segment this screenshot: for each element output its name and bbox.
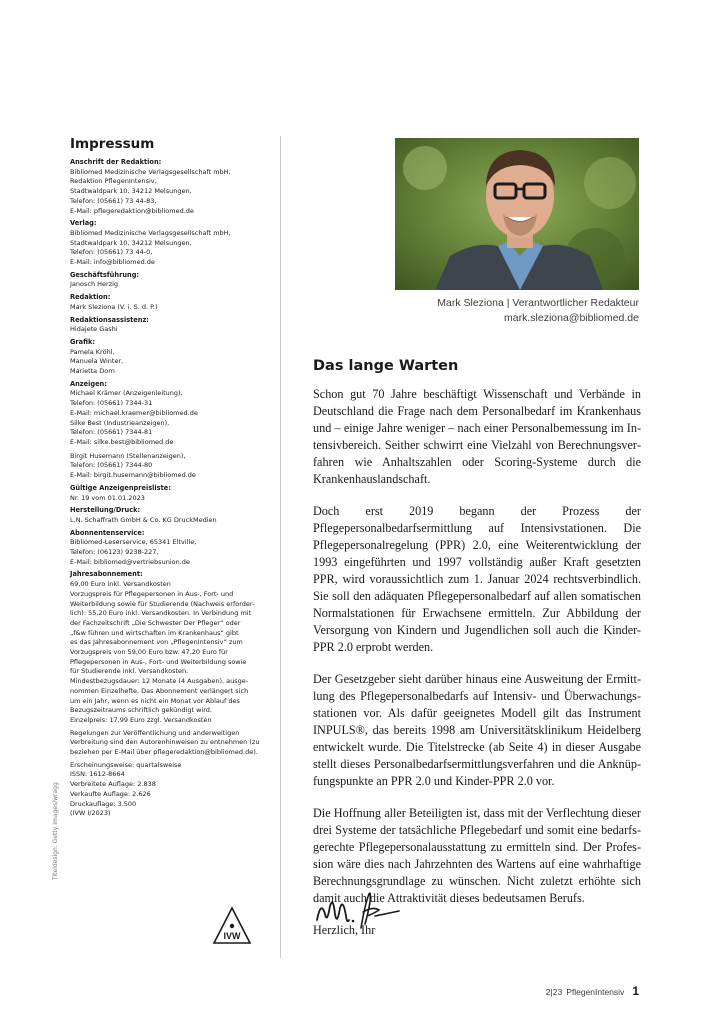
impressum-line: Telefon: (06123) 9238-227, (70, 548, 159, 557)
impressum-line: Telefon: (05661) 7344-31 (70, 399, 153, 408)
impressum-line: Regelungen zur Veröffentlichung und anderweitigen (70, 728, 240, 737)
impressum-line: Erscheinungsweise: quartalsweise (70, 760, 182, 769)
editorial-article (313, 358, 641, 939)
impressum-line: „f&w führen und wirtschaften im Krankenhaus“ gibt (70, 628, 239, 637)
impressum-line: Marietta Dorn (70, 367, 115, 376)
article-paragraph: Doch erst 2019 begann der Prozess der Pflegepersonalbedarfsermittlung auf Intensivstationen. Die Pflegepersonalregelung (PPR) 2.0, eine Weiterentwicklung der 1993 eingeführten und 1997 vollständig außer Kraft gesetzten PPR, wird voraussichtlich zum 1. Januar 2024 rechtsverbindlich. Sie soll den adäquaten Pflegepersonalbedarf auf allen somatischen Normalstationen für Erwachsene ermitteln. Zur Abbildung der Versorgung von Kindern und Jugendlichen soll auch die Kinder-PPR 2.0 erprobt werden. (313, 504, 641, 654)
impressum-section (70, 529, 270, 568)
impressum-section (70, 338, 270, 377)
impressum-line: Nr. 19 vom 01.01.2023 (70, 493, 145, 502)
impressum-line: Weiterbildung sowie für Studierende (Nachweis erforder- (70, 599, 255, 608)
impressum-line: Vorzugspreis von 59,00 Euro bzw. 47,20 Euro für (70, 648, 228, 657)
impressum-section-label: Geschäftsführung: (70, 270, 140, 279)
impressum-section (70, 729, 270, 758)
page-number: 1 (632, 984, 639, 998)
impressum-section (70, 761, 270, 819)
impressum-line: E-Mail: pflegeredaktion@bibliomed.de (70, 206, 194, 215)
column-divider (280, 136, 281, 958)
impressum-line: L.N. Schaffrath GmbH & Co. KG DruckMedien (70, 515, 217, 524)
impressum-line: Pflegepersonen in Aus-, Fort- und Weiterbildung sowie (70, 657, 247, 666)
impressum-line: lich): 55,20 Euro inkl. Versandkosten. In Verbindung mit (70, 609, 252, 618)
article-title: Das lange Warten (313, 358, 459, 374)
impressum-line: Verbreitete Auflage: 2.838 (70, 780, 156, 789)
impressum-section-label: Anzeigen: (70, 379, 107, 388)
impressum-line: Bibliomed Medizinische Verlagsgesellschaft mbH, (70, 167, 231, 176)
impressum-line: Stadtwaldpark 10, 34212 Melsungen, (70, 187, 192, 196)
impressum-line: Bibliomed Medizinische Verlagsgesellschaft mbH, (70, 228, 231, 237)
impressum-line: es das Jahresabonnement von „PflegenIntensiv“ zum (70, 638, 243, 647)
impressum-column (70, 136, 270, 822)
impressum-section (70, 316, 270, 335)
impressum-line: beziehen per E-Mail über pflegeredaktion@bibliomed.de). (70, 748, 258, 757)
impressum-section-label: Gültige Anzeigenpreisliste: (70, 483, 171, 492)
impressum-section-label: Anschrift der Redaktion: (70, 158, 162, 166)
impressum-line: Telefon: (05661) 73 44-0, (70, 248, 153, 257)
impressum-section-label: Jahresabonnement: (70, 570, 143, 579)
impressum-section-label: Redaktionsassistenz: (70, 315, 149, 324)
impressum-section (70, 484, 270, 503)
impressum-line: Telefon: (05661) 7344-80 (70, 461, 153, 470)
impressum-line: 69,00 Euro inkl. Versandkosten (70, 580, 171, 589)
impressum-section-label: Verlag: (70, 219, 97, 228)
editor-photo (395, 138, 639, 290)
impressum-line: Einzelpreis: 17,99 Euro zzgl. Versandkosten (70, 715, 212, 724)
impressum-heading: Impressum (70, 136, 155, 152)
impressum-line: E-Mail: bibliomed@vertriebsunion.de (70, 557, 190, 566)
magazine-name: PflegenIntensiv (566, 987, 625, 997)
impressum-line: Mindestbezugsdauer: 12 Monate (4 Ausgaben), ausge- (70, 677, 249, 686)
impressum-line: (IVW I/2023) (70, 809, 111, 818)
impressum-line: Stadtwaldpark 10, 34212 Melsungen, (70, 238, 192, 247)
impressum-section-label: Abonnentenservice: (70, 528, 145, 537)
ivw-logo-text: IVW (223, 931, 241, 941)
impressum-section-label: Redaktion: (70, 293, 111, 302)
impressum-line: Janosch Herzig (70, 280, 119, 289)
impressum-section (70, 219, 270, 268)
impressum-line: Michael Krämer (Anzeigenleitung), (70, 389, 183, 398)
impressum-line: ISSN: 1612-8664 (70, 770, 125, 779)
impressum-line: nommen Einzelhefte. Das Abonnement verlängert sich (70, 686, 249, 695)
impressum-line: Verbreitung sind den Autorenhinweisen zu entnehmen (zu (70, 738, 260, 747)
impressum-line: Vorzugspreis für Pflegepersonen in Aus-, Fort- und (70, 589, 234, 598)
caption-email: mark.sleziona@bibliomed.de (504, 312, 639, 324)
impressum-line: Hidajete Gashi (70, 325, 118, 334)
impressum-line: E-Mail: silke.best@bibliomed.de (70, 437, 174, 446)
ivw-logo (212, 906, 252, 946)
impressum-sections (70, 158, 270, 819)
impressum-line: der Fachzeitschrift „Die Schwester Der Pfleger“ oder (70, 618, 241, 627)
impressum-section (70, 380, 270, 481)
article-paragraph: Die Hoffnung aller Beteiligten ist, dass mit der Verflechtung dieser drei Systeme der tatsächliche Pflegebedarf und somit eine bedarfsgerechte Pflegepersonalausstattung zu ermitteln sind. Der Profession wäre dies nach Jahrzehnten des Wartens auf eine wahrhaftige Berechnungsgrundlage zu wünschen. Nicht zuletzt erhöhte sich damit auch die Attraktivität dieses bedeutsamen Berufs. (313, 806, 641, 905)
article-paragraph: Schon gut 70 Jahre beschäftigt Wissenschaft und Verbände in Deutschland die Frage nach dem Personalbedarf im Krankenhaus und – einige Jahre weniger – nach einer Personalbemessung im Intensivbereich. Seither schwirrt eine Vielzahl von Berechnungsverfahren wie Anhaltszahlen oder Scoring-Systeme durch die Krankenhauslandschaft. (313, 387, 641, 486)
impressum-line: Druckauflage: 3.500 (70, 799, 137, 808)
impressum-line: Bibliomed-Leserservice, 65341 Eltville, (70, 538, 197, 547)
impressum-section (70, 158, 270, 216)
page-footer (546, 984, 639, 998)
impressum-line: Telefon: (05661) 73 44-83, (70, 196, 157, 205)
impressum-section (70, 506, 270, 525)
handwritten-signature (313, 884, 403, 934)
article-paragraph: Der Gesetzgeber sieht darüber hinaus eine Ausweitung der Ermittlung des Pflegepersonalbedarfs auf Intensiv- und Überwachungsstationen vor. Als dafür geeignetes Modell gilt das Instrument INPULS®, das bereits 1998 am Universitätsklinikum Heidelberg entwickelt wurde. Die Titelstrecke (ab Seite 4) in dieser Ausgabe stellt dieses Personalbedarfsermittlungsverfahren und die Anknüpfungspunkte an PPR 2.0 und Kinder-PPR 2.0 vor. (313, 672, 641, 788)
issue-number: 2|23 (545, 987, 563, 997)
impressum-line: Telefon: (05661) 7344-81 (70, 428, 153, 437)
impressum-line: Pamela Kröhl, (70, 347, 115, 356)
impressum-section (70, 570, 270, 725)
impressum-line: um ein Jahr, wenn es nicht ein Monat vor Ablauf des (70, 696, 240, 705)
sign-off: Herzlich, Ihr (313, 923, 376, 937)
photo-caption (437, 296, 639, 326)
impressum-line: E-Mail: birgit.husemann@bibliomed.de (70, 471, 196, 480)
impressum-section-label: Herstellung/Druck: (70, 506, 141, 515)
impressum-line: Verkaufte Auflage: 2.626 (70, 789, 151, 798)
caption-name-role: Mark Sleziona | Verantwortlicher Redakteur (437, 297, 639, 309)
impressum-section (70, 293, 270, 312)
impressum-line: Manuela Winter, (70, 357, 124, 366)
cover-credit: Titeldesign: Getty Images/wragg (52, 782, 59, 880)
impressum-line: Mark Sleziona (V. i. S. d. P.) (70, 302, 158, 311)
impressum-line: E-Mail: michael.kraemer@bibliomed.de (70, 408, 198, 417)
impressum-line: Birgit Husemann (Stellenanzeigen), (70, 451, 186, 460)
impressum-section (70, 271, 270, 290)
impressum-line: Bezugszeitraums schriftlich gekündigt wird. (70, 706, 212, 715)
impressum-line: für Studierende inkl. Versandkosten. (70, 667, 189, 676)
impressum-line: E-Mail: info@bibliomed.de (70, 258, 155, 267)
impressum-section-label: Grafik: (70, 337, 96, 346)
impressum-line: Redaktion PflegenIntensiv, (70, 177, 157, 186)
impressum-line: Silke Best (Industrieanzeigen), (70, 418, 170, 427)
